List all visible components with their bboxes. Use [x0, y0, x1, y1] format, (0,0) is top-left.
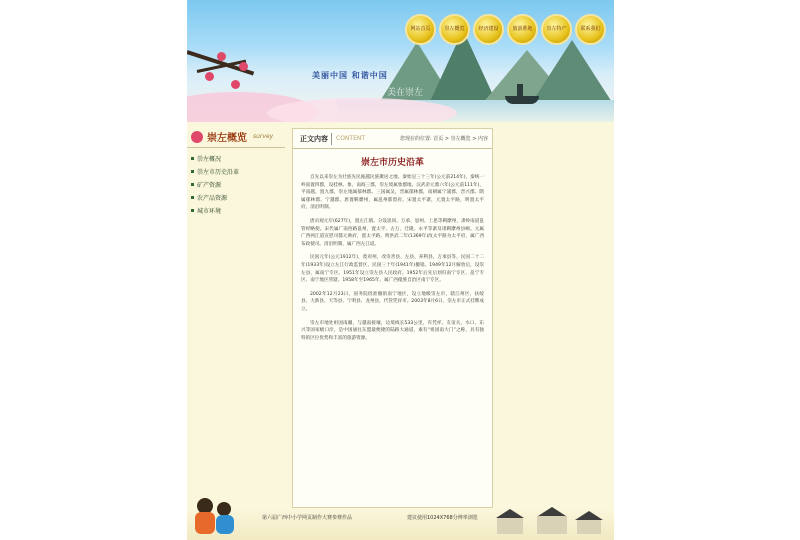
- bullet-icon: [191, 209, 194, 212]
- boat-icon: [505, 96, 539, 104]
- nav-tourism[interactable]: 旅游胜地: [507, 14, 538, 45]
- main-content: [292, 128, 493, 508]
- footer-resolution-note: 建议使用1024X768分辨率浏览: [407, 515, 478, 521]
- village-illustration: [477, 498, 614, 540]
- house-wall: [497, 518, 523, 534]
- bullet-icon: [191, 157, 194, 160]
- child-head-icon: [217, 502, 231, 516]
- sidebar-item-agriculture[interactable]: [187, 191, 285, 204]
- nav-contact[interactable]: 联系我们: [575, 14, 606, 45]
- child-body-icon: [195, 512, 215, 534]
- sidebar-subtitle: survey: [253, 133, 274, 140]
- bullet-icon: [191, 183, 194, 186]
- article-paragraph: 崇左市地处祖国南疆，与越南接壤，边境线长533公里，有凭祥、友谊关、水口、东兴等国家级口岸，是中国通往东盟最便捷的陆路大通道，素有“祖国南大门”之称，具有独特的区位优势和丰富的旅游资源。: [301, 320, 484, 341]
- rower-figure: [517, 84, 523, 96]
- sidebar-item-label: 崇左市历史沿革: [197, 169, 240, 176]
- sidebar-item-environment[interactable]: [187, 204, 285, 217]
- bullet-icon: [191, 170, 194, 173]
- sidebar-item-overview[interactable]: [187, 152, 285, 165]
- nav-economy[interactable]: 经济建设: [473, 14, 504, 45]
- sidebar-title: 崇左概览: [207, 133, 247, 144]
- article-paragraph: 2002年12月23日，国务院批准撤销南宁地区，设立地级崇左市，辖江州区、扶绥县、大新县、天等县、宁明县、龙州县，代管凭祥市。2003年8月6日，崇左市正式挂牌成立。: [301, 291, 484, 312]
- article-paragraph: 民国元年(公元1912年)，废府州，改崇善县、左县、养利县、万承县等。民国二十二年(1933年)设立左江行政监督区，民国三十年(1941年)撤销。1949年12月解放后，设崇左县，属南宁专区。1951年设立崇左县人民政府。1952年后先后划归南宁专区、邕宁专区、南宁地区管辖。1958年至1965年，属广西僮族自治区南宁专区。: [301, 255, 484, 284]
- footer-credit: 第六届广西中小学网页制作大赛参赛作品: [262, 515, 353, 521]
- bullet-icon: [191, 196, 194, 199]
- article-paragraph: 自先以来崇左为壮族先民瓯越民族聚居之地。秦始皇三十三年(公元前214年)，秦统一岭南置四郡，设桂林、象、南海三郡，崇左境属象郡地。汉武帝元鼎六年(公元前111年)，平南越，置九郡，崇左地属郁林郡。三国属吴，晋属郁林郡，南朝属宁浦郡、晋兴郡。隋属郁林郡、宁越郡。唐置羁縻州，属邕州都督府。宋置太平寨，元置太平路，明置太平府，清沿明制。: [301, 175, 484, 211]
- plum-blossom-icon: [231, 80, 240, 89]
- header-slogan: 美丽中国 和谐中国: [312, 70, 388, 80]
- nav-home[interactable]: 网站首页: [405, 14, 436, 45]
- sidebar-list: [187, 152, 285, 217]
- content-header-sub: CONTENT: [336, 135, 366, 142]
- sidebar-item-minerals[interactable]: [187, 178, 285, 191]
- nav-specialties[interactable]: 崇左特产: [541, 14, 572, 45]
- sidebar-item-label: 农产品资源: [197, 195, 228, 202]
- nav-overview[interactable]: 崇左概览: [439, 14, 470, 45]
- page-container: [187, 0, 614, 540]
- sidebar-item-label: 城市环境: [197, 208, 222, 215]
- breadcrumb: 您现在的位置: 首页 > 崇左概览 > 内容: [399, 136, 488, 142]
- plum-blossom-icon: [217, 52, 226, 61]
- sidebar-item-history[interactable]: [187, 165, 285, 178]
- sidebar-item-label: 崇左概况: [197, 156, 222, 163]
- sidebar: [187, 126, 285, 217]
- content-header-title: 正文内容: [297, 133, 332, 145]
- children-illustration: [191, 490, 251, 536]
- article-paragraph: 唐贞观元年(627年)，置左江镇。分设思同、万承、思州、上思等羁縻州，隶岭南道邕管经略使。宋代属广南西路邕州，置太平、古万、迁隆、永平等寨及诸羁縻州县峒。元属广西两江道宣慰司都元帅府，置太平路。明洪武二年(1369年)改太平路为太平府，属广西布政使司。清沿明制，属广西左江道。: [301, 218, 484, 247]
- sidebar-header: [187, 126, 285, 148]
- header-slogan-sub: 美在崇左: [387, 88, 424, 98]
- top-nav: [405, 14, 606, 45]
- child-body-icon: [216, 515, 234, 534]
- house-roof: [538, 507, 566, 516]
- house-roof: [575, 511, 603, 520]
- house-wall: [537, 516, 567, 534]
- house-roof: [496, 509, 524, 518]
- plum-blossom-icon: [205, 72, 214, 81]
- header-banner: [187, 0, 614, 122]
- plum-blossom-icon: [239, 62, 248, 71]
- content-header: [293, 129, 492, 149]
- flower-icon: [191, 131, 203, 143]
- sidebar-item-label: 矿产资源: [197, 182, 222, 189]
- house-wall: [577, 520, 601, 534]
- pink-cloud: [267, 98, 457, 122]
- article-title: 崇左市历史沿革: [360, 158, 424, 168]
